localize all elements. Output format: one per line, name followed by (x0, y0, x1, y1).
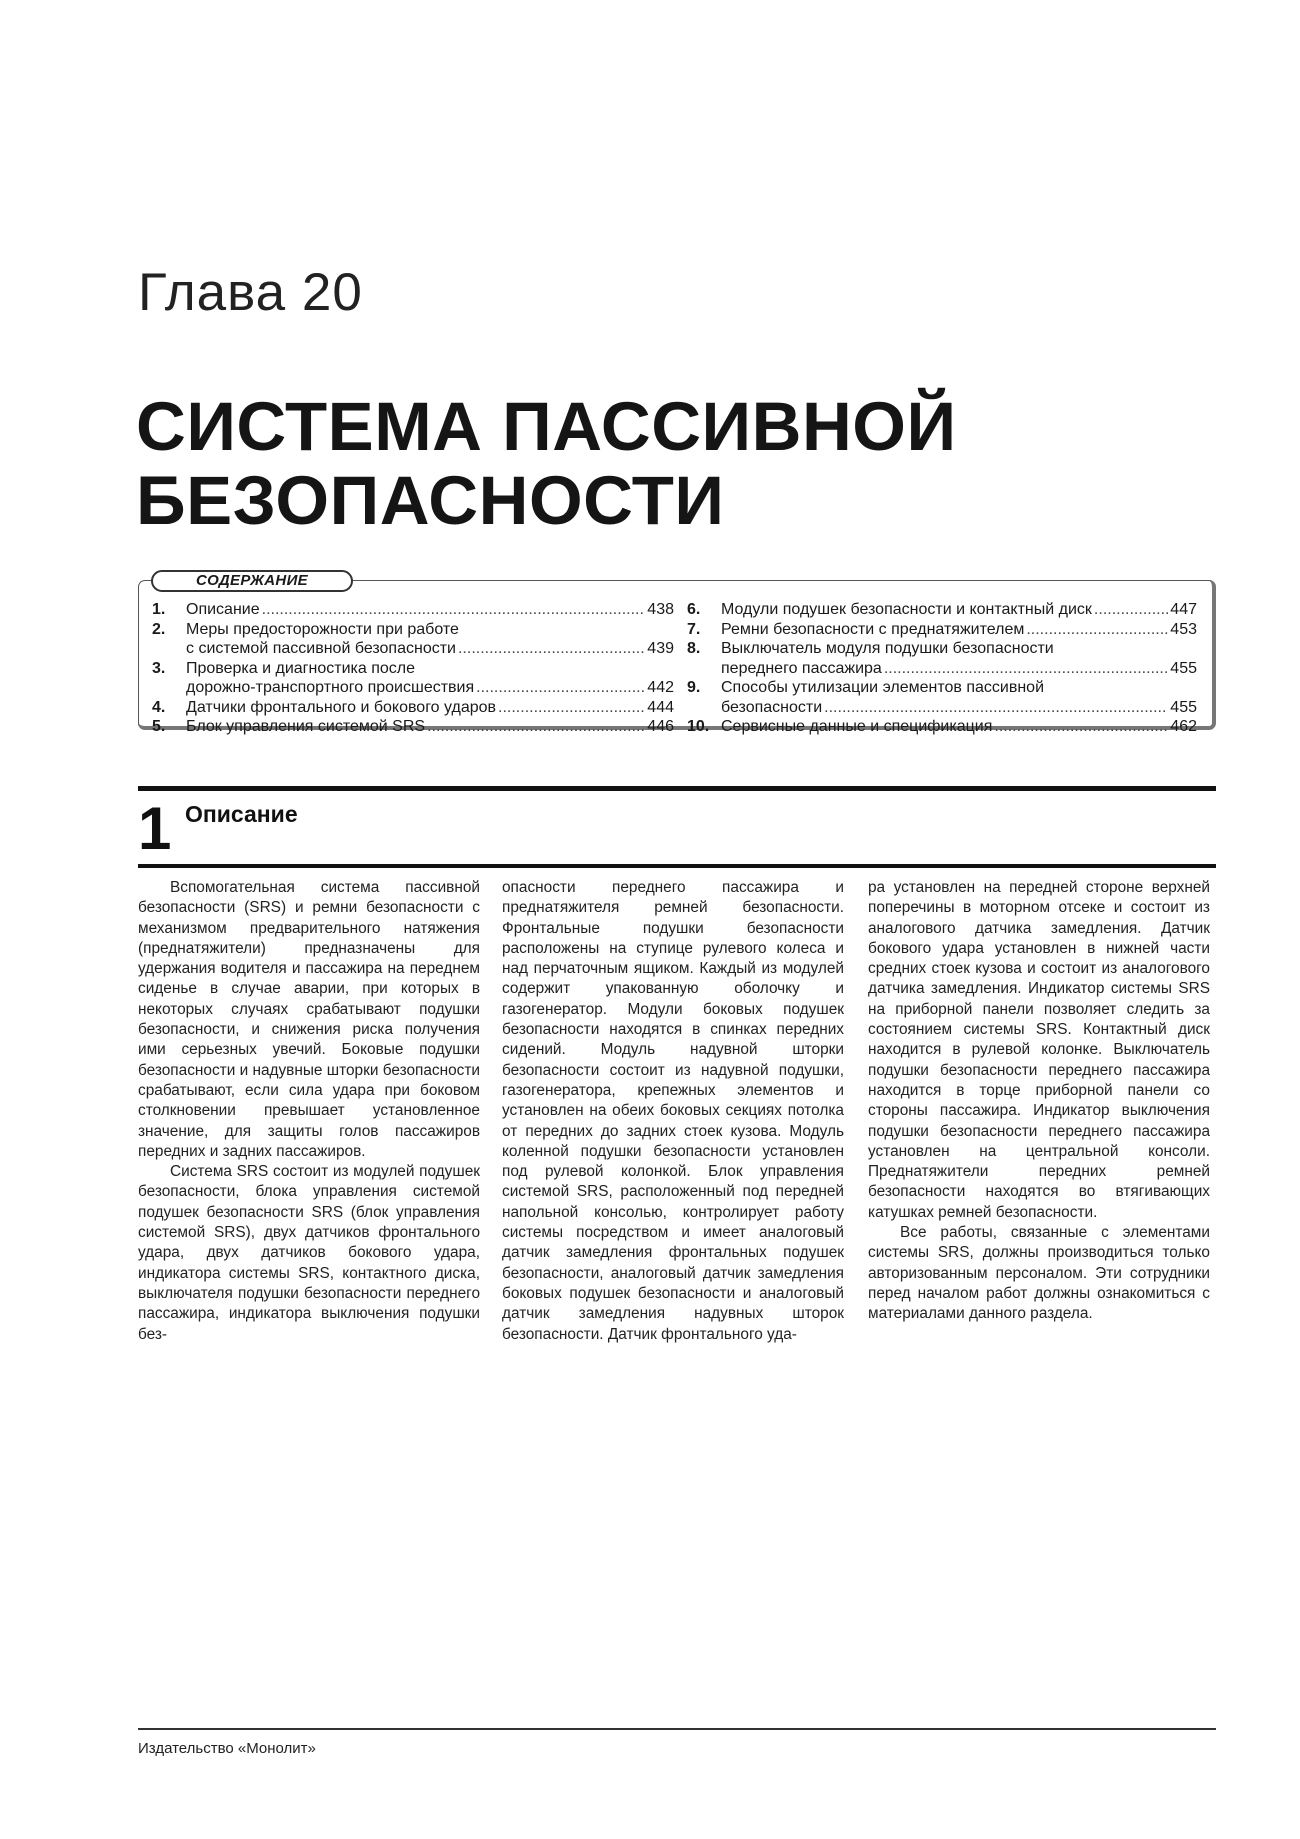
body-paragraph: Все работы, связанные с элементами системы SRS, должны производиться только авторизованным персоналом. Эти сотрудники перед началом работ должны ознакомиться с материалами данного раздела. (868, 1224, 1210, 1323)
toc-page-number: 447 (1170, 601, 1197, 618)
toc-entry-number: 10. (687, 718, 710, 735)
toc-leader-dots (824, 698, 1168, 718)
toc-entry-number: 2. (152, 620, 166, 638)
toc-entry-line (186, 620, 674, 640)
toc-entry-line (186, 600, 674, 620)
body-column-2 (502, 878, 844, 1345)
toc-leader-dots (498, 698, 645, 718)
toc-entry-number: 5. (152, 718, 166, 735)
toc-entry-text: Меры предосторожности при работе (186, 620, 459, 638)
toc-entry-line (186, 659, 674, 679)
toc-entry-line (186, 678, 674, 698)
toc-entry-text: Датчики фронтального и бокового ударов (186, 698, 497, 716)
toc-entry-line (721, 659, 1197, 679)
toc-page-number: 446 (647, 718, 674, 735)
toc-left-column (152, 600, 674, 737)
toc-right-column (687, 600, 1197, 737)
toc-entry-line (186, 639, 674, 659)
toc-leader-dots (1026, 620, 1168, 640)
toc-page-number: 455 (1170, 659, 1197, 677)
toc-entry (152, 600, 674, 620)
body-paragraph: Система SRS состоит из модулей подушек безопасности, блока управления системой подушек безопасности SRS (блок управления системой SRS), двух датчиков фронтального удара, двух датчиков бокового удара, индикатора системы SRS, контактного диска, выключателя подушки безопасности переднего пассажира, индикатора выключения подушки без- (138, 1163, 480, 1343)
chapter-title-line-2: БЕЗОПАСНОСТИ (136, 462, 725, 539)
chapter-title (136, 390, 1136, 538)
toc-leader-dots (262, 600, 646, 620)
toc-entry-line (721, 600, 1197, 620)
toc-entry-text: Сервисные данные и спецификация (721, 718, 993, 735)
toc-page-number: 439 (647, 640, 674, 657)
toc-page-number: 462 (1170, 718, 1197, 735)
toc-entry-text: дорожно-транспортного происшествия (186, 679, 475, 696)
toc-page-number: 438 (647, 601, 674, 618)
toc-page-number: 453 (1170, 620, 1197, 638)
toc-entry (152, 620, 674, 659)
body-column-3 (868, 878, 1210, 1325)
toc-entry (687, 620, 1197, 640)
toc-entry (152, 717, 674, 737)
body-paragraph: ра установлен на передней стороне верхней поперечины в моторном отсеке и состоит из аналогового датчика замедления. Датчик бокового удара установлен в нижней части средних стоек кузова и состоит из аналогового датчика замедления. Индикатор системы SRS на приборной панели позволяет следить за состоянием системы SRS. Контактный диск находится в рулевой колонке. Выключатель подушки безопасности переднего пассажира находится в торце приборной панели со стороны пассажира. Индикатор выключения подушки безопасности переднего пассажира установлен на центральной консоли. Преднатяжители передних ремней безопасности находятся во втягивающих катушках ремней безопасности. (868, 879, 1210, 1221)
footer-publisher: Издательство «Монолит» (138, 1740, 316, 1757)
toc-entry-text: Способы утилизации элементов пассивной (721, 679, 1045, 696)
toc-entry-number: 1. (152, 601, 166, 618)
toc-entry-text: переднего пассажира (721, 659, 882, 677)
toc-leader-dots (1094, 600, 1168, 620)
toc-leader-dots (458, 639, 645, 659)
toc-entry (687, 717, 1197, 737)
toc-entry-text: Модули подушек безопасности и контактный диск (721, 601, 1092, 618)
section-rule-top (138, 786, 1216, 791)
toc-page-number: 444 (647, 698, 674, 716)
toc-entry-line (721, 698, 1197, 718)
toc-entry-text: безопасности (721, 698, 823, 716)
body-column-1 (138, 878, 480, 1345)
toc-entry-number: 8. (687, 640, 701, 657)
toc-entry-text: с системой пассивной безопасности (186, 640, 456, 657)
toc-entry (152, 659, 674, 698)
toc-entry-number: 7. (687, 620, 701, 638)
toc-leader-dots (994, 717, 1168, 737)
toc-leader-dots (884, 659, 1168, 679)
toc-entry (687, 639, 1197, 678)
toc-entry-line (721, 639, 1197, 659)
toc-page-number: 442 (647, 679, 674, 696)
toc-entry-line (721, 717, 1197, 737)
toc-entry-line (186, 717, 674, 737)
toc-entry (687, 678, 1197, 717)
toc-entry-number: 6. (687, 601, 701, 618)
toc-leader-dots (476, 678, 645, 698)
toc-entry-number: 9. (687, 679, 701, 696)
toc-entry-line (721, 620, 1197, 640)
toc-entry-text: Выключатель модуля подушки безопасности (721, 640, 1054, 657)
toc-heading: СОДЕРЖАНИЕ (151, 570, 353, 592)
toc-entry-number: 4. (152, 698, 166, 716)
toc-entry-text: Блок управления системой SRS (186, 718, 426, 735)
toc-entry (152, 698, 674, 718)
toc-leader-dots (427, 717, 645, 737)
section-rule-bottom (138, 864, 1216, 868)
toc-entry-text: Ремни безопасности с преднатяжителем (721, 620, 1025, 638)
toc-entry-text: Описание (186, 601, 260, 618)
footer-rule (138, 1728, 1216, 1730)
toc-entry-text: Проверка и диагностика после (186, 659, 415, 677)
toc-entry-number: 3. (152, 659, 166, 677)
chapter-label: Глава 20 (138, 263, 363, 322)
body-paragraph: опасности переднего пассажира и преднатяжителя ремней безопасности. Фронтальные подушки безопасности расположены на ступице рулевого колеса и над перчаточным ящиком. Каждый из модулей содержит упакованную оболочку и газогенератор. Модули боковых подушек безопасности находятся в спинках передних сидений. Модуль надувной шторки безопасности состоит из надувной подушки, газогенератора, крепежных элементов и установлен на обеих боковых секциях потолка от передних до задних стоек кузова. Модуль коленной подушки безопасности установлен под рулевой колонкой. Блок управления системой SRS, расположенный под передней напольной консолью, контролирует работу системы посредством и имеет аналоговый датчик замедления фронтальных подушек безопасности, аналоговый датчик замедления боковых подушек безопасности и аналоговый датчик замедления надувных шторок безопасности. Датчик фронтального уда- (502, 879, 844, 1343)
section-number: 1 (138, 795, 172, 862)
table-of-contents (138, 572, 1216, 735)
toc-entry-line (721, 678, 1197, 698)
toc-entry (687, 600, 1197, 620)
chapter-title-line-1: СИСТЕМА ПАССИВНОЙ (136, 388, 957, 465)
toc-page-number: 455 (1170, 698, 1197, 716)
body-paragraph: Вспомогательная система пассивной безопасности (SRS) и ремни безопасности с механизмом предварительного натяжения (преднатяжители) предназначены для удержания водителя и пассажира на переднем сиденье в случае аварии, при которых в некоторых случаях срабатывают подушки безопасности, и снижения риска получения ими серьезных увечий. Боковые подушки безопасности и надувные шторки безопасности срабатывают, если сила удара при боковом столкновении превышает установленное значение, для защиты голов пассажиров передних и задних пассажиров. (138, 879, 480, 1160)
section-title: Описание (185, 801, 298, 827)
toc-entry-line (186, 698, 674, 718)
